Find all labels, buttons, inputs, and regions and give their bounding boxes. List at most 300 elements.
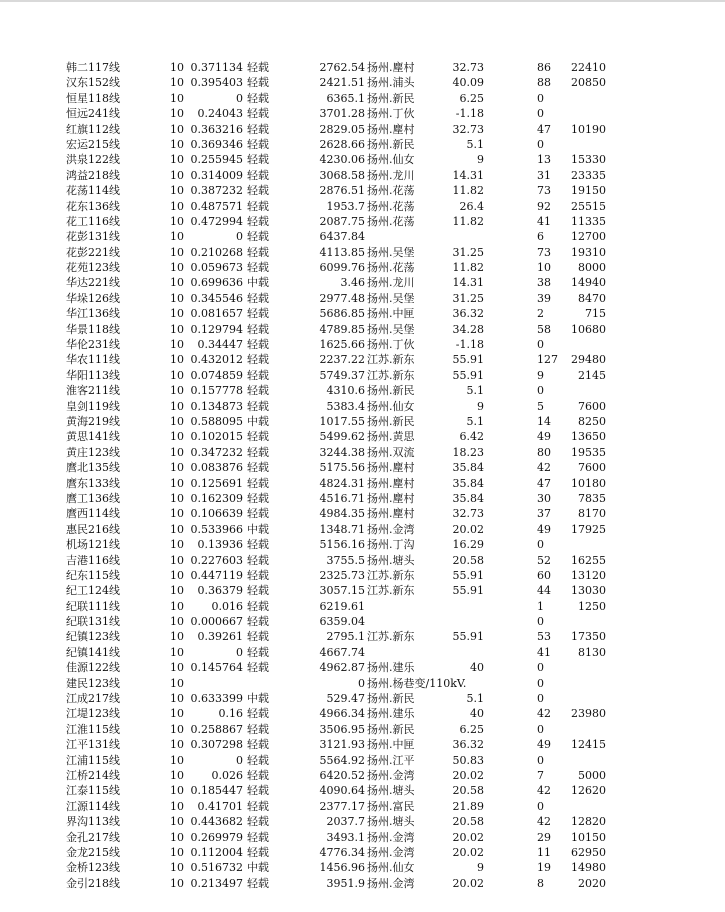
cell-d: 5175.56 <box>319 461 365 475</box>
cell-h: 10190 <box>571 122 606 136</box>
cell-d: 2829.05 <box>319 122 365 136</box>
cell-d: 4776.34 <box>319 845 365 859</box>
table-row <box>0 429 725 444</box>
cell-g: 0 <box>537 137 544 151</box>
cell-a: 10 <box>170 599 184 613</box>
table-row <box>0 691 725 706</box>
cell-f: 40 <box>470 661 484 675</box>
cell-f: 9 <box>477 861 484 875</box>
cell-a: 10 <box>170 476 184 490</box>
cell-d: 5156.16 <box>319 538 365 552</box>
cell-f: 9 <box>477 153 484 167</box>
cell-g: 19 <box>537 861 551 875</box>
cell-f: 11.82 <box>452 261 484 275</box>
cell-f: 5.1 <box>466 384 484 398</box>
cell-name: 江平131线 <box>66 738 120 752</box>
cell-b: 0.258867 <box>190 722 243 736</box>
cell-e: 扬州.丁沟 <box>367 538 415 552</box>
cell-a: 10 <box>170 445 184 459</box>
cell-name: 洪泉122线 <box>66 153 120 167</box>
cell-g: 0 <box>537 753 544 767</box>
cell-c: 轻载 <box>247 261 269 275</box>
table-row <box>0 383 725 398</box>
cell-name: 花东136线 <box>66 199 120 213</box>
cell-g: 1 <box>537 599 544 613</box>
cell-g: 92 <box>537 199 551 213</box>
cell-b: 0.345546 <box>190 291 243 305</box>
cell-name: 金引218线 <box>66 876 120 890</box>
cell-a: 10 <box>170 107 184 121</box>
cell-f: 32.73 <box>452 61 484 74</box>
cell-e: 扬州.新民 <box>367 91 415 105</box>
cell-b: 0.145764 <box>190 661 243 675</box>
cell-h: 10150 <box>571 830 606 844</box>
cell-f: 26.4 <box>459 199 484 213</box>
cell-d: 1348.71 <box>319 522 365 536</box>
cell-h: 16255 <box>571 553 606 567</box>
cell-d: 2876.51 <box>319 184 365 198</box>
table-row <box>0 537 725 552</box>
cell-d: 1953.7 <box>326 199 365 213</box>
cell-f: 32.73 <box>452 507 484 521</box>
cell-g: 0 <box>537 107 544 121</box>
cell-g: 73 <box>537 184 551 198</box>
cell-a: 10 <box>170 538 184 552</box>
top-border <box>0 0 725 2</box>
cell-name: 金龙215线 <box>66 845 120 859</box>
table-row <box>0 553 725 568</box>
cell-e: 扬州.吴堡 <box>367 322 415 336</box>
cell-a: 10 <box>170 815 184 829</box>
table-row <box>0 629 725 644</box>
table-row <box>0 506 725 521</box>
cell-h: 25515 <box>571 199 606 213</box>
cell-d: 6359.04 <box>319 615 365 629</box>
table-row <box>0 368 725 383</box>
cell-e: 扬州.塵村 <box>367 61 415 74</box>
cell-h: 12620 <box>571 784 606 798</box>
cell-f: 6.25 <box>459 722 484 736</box>
table-row <box>0 768 725 783</box>
cell-g: 38 <box>537 276 551 290</box>
table-row <box>0 275 725 290</box>
cell-h: 1250 <box>578 599 606 613</box>
cell-b: 0.472994 <box>190 214 243 228</box>
cell-c: 轻载 <box>247 230 269 244</box>
table-row <box>0 260 725 275</box>
table-row <box>0 445 725 460</box>
cell-a: 10 <box>170 384 184 398</box>
cell-name: 江淮115线 <box>66 722 120 736</box>
cell-g: 80 <box>537 445 551 459</box>
cell-d: 2237.22 <box>319 353 365 367</box>
cell-b: 0.516732 <box>190 861 243 875</box>
cell-g: 0 <box>537 722 544 736</box>
cell-d: 5499.62 <box>319 430 365 444</box>
cell-h: 2020 <box>578 876 606 890</box>
cell-c: 轻载 <box>247 338 269 352</box>
cell-g: 42 <box>537 784 551 798</box>
cell-name: 佳源122线 <box>66 661 120 675</box>
cell-g: 127 <box>537 353 558 367</box>
table-row <box>0 753 725 768</box>
cell-g: 7 <box>537 768 544 782</box>
cell-c: 轻载 <box>247 122 269 136</box>
cell-d: 4667.74 <box>319 645 365 659</box>
cell-f: 20.02 <box>452 876 484 890</box>
cell-e: 江苏.新东 <box>367 353 415 367</box>
table-row <box>0 876 725 891</box>
cell-g: 39 <box>537 291 551 305</box>
cell-name: 华景118线 <box>66 322 120 336</box>
cell-h: 22410 <box>571 61 606 74</box>
cell-c: 轻载 <box>247 507 269 521</box>
cell-f: 36.32 <box>452 307 484 321</box>
cell-b: 0.255945 <box>190 153 243 167</box>
cell-e: 扬州.塵村 <box>367 491 415 505</box>
cell-d: 1625.66 <box>319 338 365 352</box>
cell-b: 0.432012 <box>190 353 243 367</box>
cell-d: 1017.55 <box>319 414 365 428</box>
cell-h: 29480 <box>571 353 606 367</box>
cell-b: 0.210268 <box>190 245 243 259</box>
cell-c: 轻载 <box>247 799 269 813</box>
cell-e: 扬州.富民 <box>367 799 415 813</box>
cell-name: 皇剑119线 <box>66 399 120 413</box>
cell-c: 轻载 <box>247 399 269 413</box>
cell-g: 88 <box>537 76 551 90</box>
cell-g: 0 <box>537 338 544 352</box>
cell-b: 0.34447 <box>197 338 243 352</box>
cell-e: 扬州.新民 <box>367 414 415 428</box>
cell-f: 18.23 <box>452 445 484 459</box>
cell-f: 31.25 <box>452 291 484 305</box>
cell-e: 扬州.杨巷变/110kV. <box>367 676 467 690</box>
cell-c: 轻载 <box>247 876 269 890</box>
table-row <box>0 91 725 106</box>
cell-name: 华垛126线 <box>66 291 120 305</box>
cell-d: 2377.17 <box>319 799 365 813</box>
cell-f: 55.91 <box>452 368 484 382</box>
cell-d: 5749.37 <box>319 368 365 382</box>
cell-a: 10 <box>170 753 184 767</box>
cell-name: 淮客211线 <box>66 384 120 398</box>
cell-b: 0 <box>236 91 243 105</box>
cell-d: 0 <box>358 676 365 690</box>
cell-a: 10 <box>170 261 184 275</box>
cell-d: 4789.85 <box>319 322 365 336</box>
cell-a: 10 <box>170 414 184 428</box>
cell-b: 0.16 <box>218 707 243 721</box>
cell-d: 4962.87 <box>319 661 365 675</box>
table-row <box>0 783 725 798</box>
cell-c: 轻载 <box>247 76 269 90</box>
cell-b: 0.699636 <box>190 276 243 290</box>
cell-c: 轻载 <box>247 753 269 767</box>
cell-b: 0.129794 <box>190 322 243 336</box>
cell-name: 麿工136线 <box>66 491 120 505</box>
cell-f: 36.32 <box>452 738 484 752</box>
cell-h: 7835 <box>578 491 606 505</box>
cell-name: 恒远241线 <box>66 107 120 121</box>
table-row <box>0 75 725 90</box>
cell-g: 47 <box>537 122 551 136</box>
cell-c: 轻载 <box>247 784 269 798</box>
cell-f: 50.83 <box>452 753 484 767</box>
cell-name: 纪联111线 <box>66 599 120 613</box>
cell-a: 10 <box>170 845 184 859</box>
cell-h: 12415 <box>571 738 606 752</box>
cell-e: 扬州.金湾 <box>367 876 415 890</box>
table-row <box>0 845 725 860</box>
cell-a: 10 <box>170 76 184 90</box>
cell-c: 中载 <box>247 861 269 875</box>
cell-g: 60 <box>537 568 551 582</box>
cell-h: 7600 <box>578 461 606 475</box>
cell-a: 10 <box>170 830 184 844</box>
cell-h: 14980 <box>571 861 606 875</box>
cell-name: 黄思141线 <box>66 430 120 444</box>
cell-a: 10 <box>170 461 184 475</box>
cell-a: 10 <box>170 430 184 444</box>
table-row <box>0 122 725 137</box>
cell-d: 3493.1 <box>326 830 365 844</box>
cell-d: 1456.96 <box>319 861 365 875</box>
cell-h: 10680 <box>571 322 606 336</box>
cell-b: 0.371134 <box>190 61 243 74</box>
cell-d: 4230.06 <box>319 153 365 167</box>
cell-h: 19150 <box>571 184 606 198</box>
cell-c: 轻载 <box>247 291 269 305</box>
cell-e: 江苏.新东 <box>367 630 415 644</box>
cell-h: 62950 <box>571 845 606 859</box>
cell-e: 扬州.花荡 <box>367 261 415 275</box>
cell-name: 恒星118线 <box>66 91 120 105</box>
cell-d: 6365.1 <box>326 91 365 105</box>
table-row <box>0 352 725 367</box>
cell-c: 轻载 <box>247 461 269 475</box>
cell-e: 扬州.金湾 <box>367 768 415 782</box>
cell-b: 0.314009 <box>190 168 243 182</box>
cell-a: 10 <box>170 645 184 659</box>
table-row <box>0 814 725 829</box>
cell-d: 3506.95 <box>319 722 365 736</box>
cell-f: 40 <box>470 707 484 721</box>
cell-d: 4966.34 <box>319 707 365 721</box>
cell-name: 机场121线 <box>66 538 120 552</box>
cell-name: 江成217线 <box>66 692 120 706</box>
table-row <box>0 337 725 352</box>
cell-c: 轻载 <box>247 538 269 552</box>
cell-e: 扬州.新民 <box>367 384 415 398</box>
cell-a: 10 <box>170 291 184 305</box>
cell-c: 轻载 <box>247 137 269 151</box>
cell-c: 轻载 <box>247 245 269 259</box>
cell-b: 0.533966 <box>190 522 243 536</box>
cell-f: 55.91 <box>452 568 484 582</box>
cell-name: 红旗112线 <box>66 122 120 136</box>
table-row <box>0 583 725 598</box>
cell-a: 10 <box>170 876 184 890</box>
cell-name: 华阳113线 <box>66 368 120 382</box>
cell-e: 扬州.金湾 <box>367 845 415 859</box>
cell-e: 扬州.新民 <box>367 722 415 736</box>
cell-a: 10 <box>170 91 184 105</box>
cell-b: 0.213497 <box>190 876 243 890</box>
cell-g: 14 <box>537 414 551 428</box>
cell-e: 扬州.龙川 <box>367 276 415 290</box>
cell-h: 17925 <box>571 522 606 536</box>
cell-name: 纪镇141线 <box>66 645 120 659</box>
cell-a: 10 <box>170 615 184 629</box>
cell-a: 10 <box>170 245 184 259</box>
cell-c: 轻载 <box>247 584 269 598</box>
cell-c: 轻载 <box>247 661 269 675</box>
cell-b: 0.157778 <box>190 384 243 398</box>
cell-b: 0.000667 <box>190 615 243 629</box>
cell-name: 纪东115线 <box>66 568 120 582</box>
cell-c: 轻载 <box>247 830 269 844</box>
cell-h: 11335 <box>571 214 606 228</box>
cell-a: 10 <box>170 522 184 536</box>
cell-e: 扬州.塵村 <box>367 461 415 475</box>
cell-b: 0.162309 <box>190 491 243 505</box>
table-row <box>0 183 725 198</box>
cell-f: 14.31 <box>452 276 484 290</box>
cell-g: 41 <box>537 214 551 228</box>
cell-d: 4984.35 <box>319 507 365 521</box>
table-row <box>0 476 725 491</box>
cell-c: 轻载 <box>247 153 269 167</box>
cell-c: 轻载 <box>247 738 269 752</box>
cell-name: 纪镇123线 <box>66 630 120 644</box>
cell-g: 42 <box>537 815 551 829</box>
cell-a: 10 <box>170 553 184 567</box>
cell-g: 47 <box>537 476 551 490</box>
cell-d: 2037.7 <box>326 815 365 829</box>
cell-a: 10 <box>170 507 184 521</box>
cell-f: 55.91 <box>452 353 484 367</box>
cell-a: 10 <box>170 630 184 644</box>
cell-e: 扬州.金湾 <box>367 830 415 844</box>
cell-h: 14940 <box>571 276 606 290</box>
cell-name: 麿东133线 <box>66 476 120 490</box>
cell-f: 20.58 <box>452 784 484 798</box>
cell-b: 0 <box>236 753 243 767</box>
cell-a: 10 <box>170 137 184 151</box>
cell-h: 2145 <box>578 368 606 382</box>
cell-g: 9 <box>537 368 544 382</box>
cell-f: 20.58 <box>452 815 484 829</box>
cell-e: 扬州.塵村 <box>367 507 415 521</box>
cell-f: 32.73 <box>452 122 484 136</box>
cell-h: 5000 <box>578 768 606 782</box>
cell-f: 40.09 <box>452 76 484 90</box>
cell-g: 30 <box>537 491 551 505</box>
table-row <box>0 199 725 214</box>
table-row <box>0 291 725 306</box>
cell-f: 6.25 <box>459 91 484 105</box>
cell-h: 23335 <box>571 168 606 182</box>
cell-g: 11 <box>537 845 551 859</box>
cell-a: 10 <box>170 353 184 367</box>
cell-h: 10180 <box>571 476 606 490</box>
cell-e: 扬州.仙女 <box>367 861 415 875</box>
cell-e: 扬州.中匣 <box>367 738 415 752</box>
table-row <box>0 414 725 429</box>
cell-name: 汉东152线 <box>66 76 120 90</box>
cell-e: 扬州.金湾 <box>367 522 415 536</box>
cell-f: 35.84 <box>452 461 484 475</box>
cell-g: 2 <box>537 307 544 321</box>
cell-e: 扬州.吴堡 <box>367 291 415 305</box>
cell-a: 10 <box>170 338 184 352</box>
cell-g: 0 <box>537 91 544 105</box>
cell-d: 2795.1 <box>326 630 365 644</box>
cell-b: 0.363216 <box>190 122 243 136</box>
cell-e: 扬州.黄思 <box>367 430 415 444</box>
cell-d: 6437.84 <box>319 230 365 244</box>
cell-c: 中载 <box>247 692 269 706</box>
table-row <box>0 614 725 629</box>
cell-d: 3951.9 <box>326 876 365 890</box>
cell-c: 中载 <box>247 522 269 536</box>
cell-b: 0.016 <box>211 599 243 613</box>
cell-f: 14.31 <box>452 168 484 182</box>
cell-c: 轻载 <box>247 491 269 505</box>
cell-name: 江浦115线 <box>66 753 120 767</box>
cell-b: 0.369346 <box>190 137 243 151</box>
cell-a: 10 <box>170 368 184 382</box>
cell-g: 86 <box>537 61 551 74</box>
cell-f: 5.1 <box>466 137 484 151</box>
cell-a: 10 <box>170 692 184 706</box>
cell-name: 吉港116线 <box>66 553 120 567</box>
cell-g: 44 <box>537 584 551 598</box>
cell-c: 轻载 <box>247 845 269 859</box>
table-row <box>0 706 725 721</box>
cell-h: 8170 <box>578 507 606 521</box>
cell-b: 0.387232 <box>190 184 243 198</box>
cell-c: 轻载 <box>247 322 269 336</box>
cell-e: 扬州.建乐 <box>367 707 415 721</box>
cell-g: 8 <box>537 876 544 890</box>
cell-name: 花彭221线 <box>66 245 120 259</box>
cell-d: 2421.51 <box>319 76 365 90</box>
cell-c: 轻载 <box>247 107 269 121</box>
cell-d: 3755.5 <box>326 553 365 567</box>
cell-c: 轻载 <box>247 384 269 398</box>
cell-a: 10 <box>170 722 184 736</box>
cell-name: 界沟113线 <box>66 815 120 829</box>
cell-b: 0.102015 <box>190 430 243 444</box>
cell-c: 轻载 <box>247 815 269 829</box>
table-row <box>0 106 725 121</box>
data-table <box>0 60 725 891</box>
cell-c: 轻载 <box>247 91 269 105</box>
cell-b: 0.41701 <box>197 799 243 813</box>
cell-g: 53 <box>537 630 551 644</box>
cell-b: 0.633399 <box>190 692 243 706</box>
cell-g: 5 <box>537 399 544 413</box>
cell-e: 扬州.花荡 <box>367 214 415 228</box>
cell-name: 鸿益218线 <box>66 168 120 182</box>
cell-name: 建民123线 <box>66 676 120 690</box>
cell-f: 9 <box>477 399 484 413</box>
cell-e: 扬州.仙女 <box>367 153 415 167</box>
cell-name: 华江136线 <box>66 307 120 321</box>
cell-b: 0.134873 <box>190 399 243 413</box>
